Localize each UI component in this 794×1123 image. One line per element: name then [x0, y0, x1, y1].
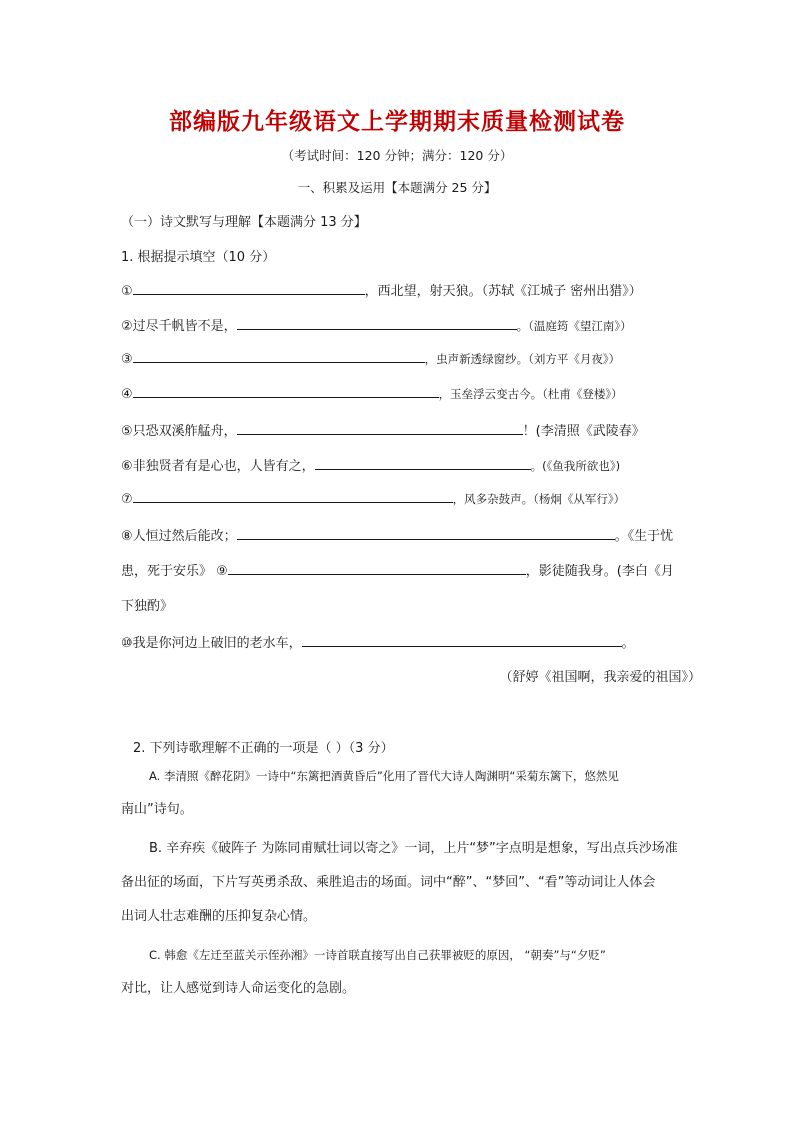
fill-item-4: ④ ，玉垒浮云变古今。（杜甫《登楼》） — [121, 387, 623, 402]
answer-blank[interactable] — [133, 350, 425, 363]
exam-info: （考试时间：120 分钟；满分：120 分） — [281, 148, 513, 163]
page-title: 部编版九年级语文上学期期末质量检测试卷 — [169, 108, 625, 135]
answer-blank[interactable] — [228, 562, 526, 575]
subsection-heading: （一）诗文默写与理解【本题满分 13 分】 — [121, 215, 367, 230]
fill-item-5: ⑤只恐双溪舴艋舟， ！(李清照《武陵春》 — [121, 424, 645, 439]
fill-item-10-source: （舒婷《祖国啊，我亲爱的祖国》） — [499, 670, 701, 685]
fill-item-7: ⑦ ，风多杂鼓声。（杨炯《从军行》） — [121, 492, 626, 507]
answer-blank[interactable] — [315, 457, 531, 470]
answer-blank[interactable] — [237, 317, 517, 330]
answer-blank[interactable] — [302, 634, 622, 647]
fill-item-10: ⑩我是你河边上破旧的老水车， 。 — [121, 636, 635, 651]
fill-item-8: ⑧人恒过然后能改； 。《生于忧 — [121, 529, 674, 544]
answer-blank[interactable] — [237, 527, 615, 540]
question-1-heading: 1. 根据提示填空（10 分） — [121, 250, 276, 265]
fill-item-2: ②过尽千帆皆不是， 。（温庭筠《望江南》） — [121, 319, 632, 334]
fill-item-9-continued: 下独酌》 — [121, 599, 174, 614]
answer-blank[interactable] — [237, 422, 523, 435]
answer-blank[interactable] — [133, 490, 453, 503]
option-a: A. 李清照《醉花阴》一诗中“东篱把酒黄昏后”化用了晋代大诗人陶渊明“采菊东篱下，悠然见 南山”诗句。 — [121, 769, 619, 817]
section-heading: 一、积累及运用【本题满分 25 分】 — [297, 180, 497, 195]
fill-item-9: 患，死于安乐》 ⑨ ，影徒随我身。(李白《月 — [121, 564, 674, 579]
fill-item-3: ③ ，虫声新透绿窗纱。（刘方平《月夜》） — [121, 352, 621, 367]
answer-blank[interactable] — [133, 282, 365, 295]
fill-item-1: ① ，西北望，射天狼。（苏轼《江城子 密州出猎》） — [121, 284, 642, 299]
option-c: C. 韩愈《左迁至蓝关示侄孙湘》一诗首联直接写出自己获罪被贬的原因， “朝奏”与“夕贬” 对比，让人感觉到诗人命运变化的急剧。 — [121, 948, 606, 996]
fill-item-6: ⑥非独贤者有是心也，人皆有之， 。(《鱼我所欲也》) — [121, 459, 621, 474]
question-2-heading: 2. 下列诗歌理解不正确的一项是（ ）（3 分） — [133, 741, 394, 756]
option-b: B. 辛弃疾《破阵子 为陈同甫赋壮词以寄之》一词，上片“梦”字点明是想象，写出点兵沙场准 备出征的场面，下片写英勇杀敌、乘胜追击的场面。词中“醉”、“梦回”、“看”等动词让人体会 出词人壮志难酬的压抑复杂心情。 — [121, 841, 678, 924]
answer-blank[interactable] — [133, 385, 439, 398]
